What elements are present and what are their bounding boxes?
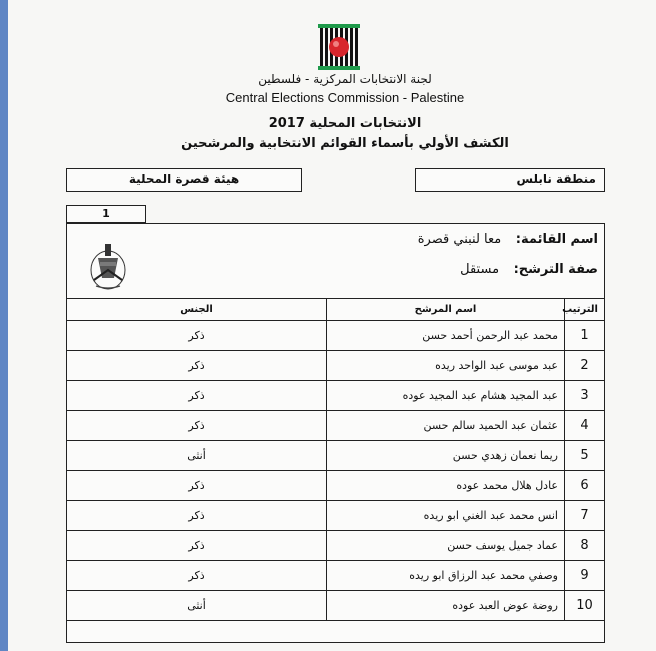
cell-gender: ذكر xyxy=(67,351,327,381)
table-row xyxy=(67,381,605,411)
table-row xyxy=(67,471,605,501)
cell-rank: 5 xyxy=(565,441,605,471)
cell-gender: ذكر xyxy=(67,561,327,591)
list-name-line xyxy=(418,232,598,247)
table-row xyxy=(67,591,605,621)
document-title: الانتخابات المحلية 2017 xyxy=(268,116,422,131)
cell-rank: 2 xyxy=(565,351,605,381)
table-row xyxy=(67,531,605,561)
header-gender: الجنس xyxy=(67,299,327,321)
list-emblem-icon xyxy=(88,240,128,292)
cell-name: عادل هلال محمد عوده xyxy=(327,471,565,501)
candidates-table xyxy=(66,298,605,621)
cell-rank: 7 xyxy=(565,501,605,531)
cell-rank: 3 xyxy=(565,381,605,411)
cell-name: عماد جميل يوسف حسن xyxy=(327,531,565,561)
council-box: هيئة قصرة المحلية xyxy=(66,168,302,192)
table-header-row xyxy=(67,299,605,321)
cell-name: انس محمد عبد الغني ابو ريده xyxy=(327,501,565,531)
table-row xyxy=(67,411,605,441)
cell-rank: 10 xyxy=(565,591,605,621)
cell-name: وصفي محمد عبد الرزاق ابو ريده xyxy=(327,561,565,591)
cell-gender: أنثى xyxy=(67,591,327,621)
table-row xyxy=(67,501,605,531)
org-name-english: Central Elections Commission - Palestine xyxy=(225,90,465,105)
cell-name: روضة عوض العبد عوده xyxy=(327,591,565,621)
cell-gender: ذكر xyxy=(67,411,327,441)
header-name: اسم المرشح xyxy=(327,299,565,321)
cell-gender: ذكر xyxy=(67,321,327,351)
cell-name: عثمان عبد الحميد سالم حسن xyxy=(327,411,565,441)
cell-rank: 4 xyxy=(565,411,605,441)
table-row xyxy=(67,321,605,351)
cell-gender: ذكر xyxy=(67,501,327,531)
cell-rank: 9 xyxy=(565,561,605,591)
cell-rank: 6 xyxy=(565,471,605,501)
document-subtitle: الكشف الأولي بأسماء القوائم الانتخابية والمرشحين xyxy=(181,136,509,151)
table-row xyxy=(67,561,605,591)
cell-name: عبد موسى عبد الواحد ريده xyxy=(327,351,565,381)
cell-gender: ذكر xyxy=(67,531,327,561)
cell-name: محمد عبد الرحمن أحمد حسن xyxy=(327,321,565,351)
header-rank: الترتيب xyxy=(565,299,605,321)
cell-rank: 1 xyxy=(565,321,605,351)
cell-gender: ذكر xyxy=(67,471,327,501)
table-row xyxy=(67,351,605,381)
cell-name: ريما نعمان زهدي حسن xyxy=(327,441,565,471)
region-box: منطقة نابلس xyxy=(415,168,605,192)
candidacy-type-line xyxy=(460,262,598,277)
cell-gender: ذكر xyxy=(67,381,327,411)
list-name-label: اسم القائمة: xyxy=(515,232,598,247)
cell-gender: أنثى xyxy=(67,441,327,471)
cell-rank: 8 xyxy=(565,531,605,561)
cell-name: عبد المجيد هشام عبد المجيد عوده xyxy=(327,381,565,411)
list-number-box: 1 xyxy=(66,205,146,223)
candidacy-type-value: مستقل xyxy=(460,262,500,277)
candidacy-type-label: صفة الترشح: xyxy=(513,262,598,277)
org-name-arabic: لجنة الانتخابات المركزية - فلسطين xyxy=(258,72,432,86)
list-name-value: معا لنبني قصرة xyxy=(417,232,502,247)
cec-logo xyxy=(318,24,360,70)
table-row xyxy=(67,441,605,471)
